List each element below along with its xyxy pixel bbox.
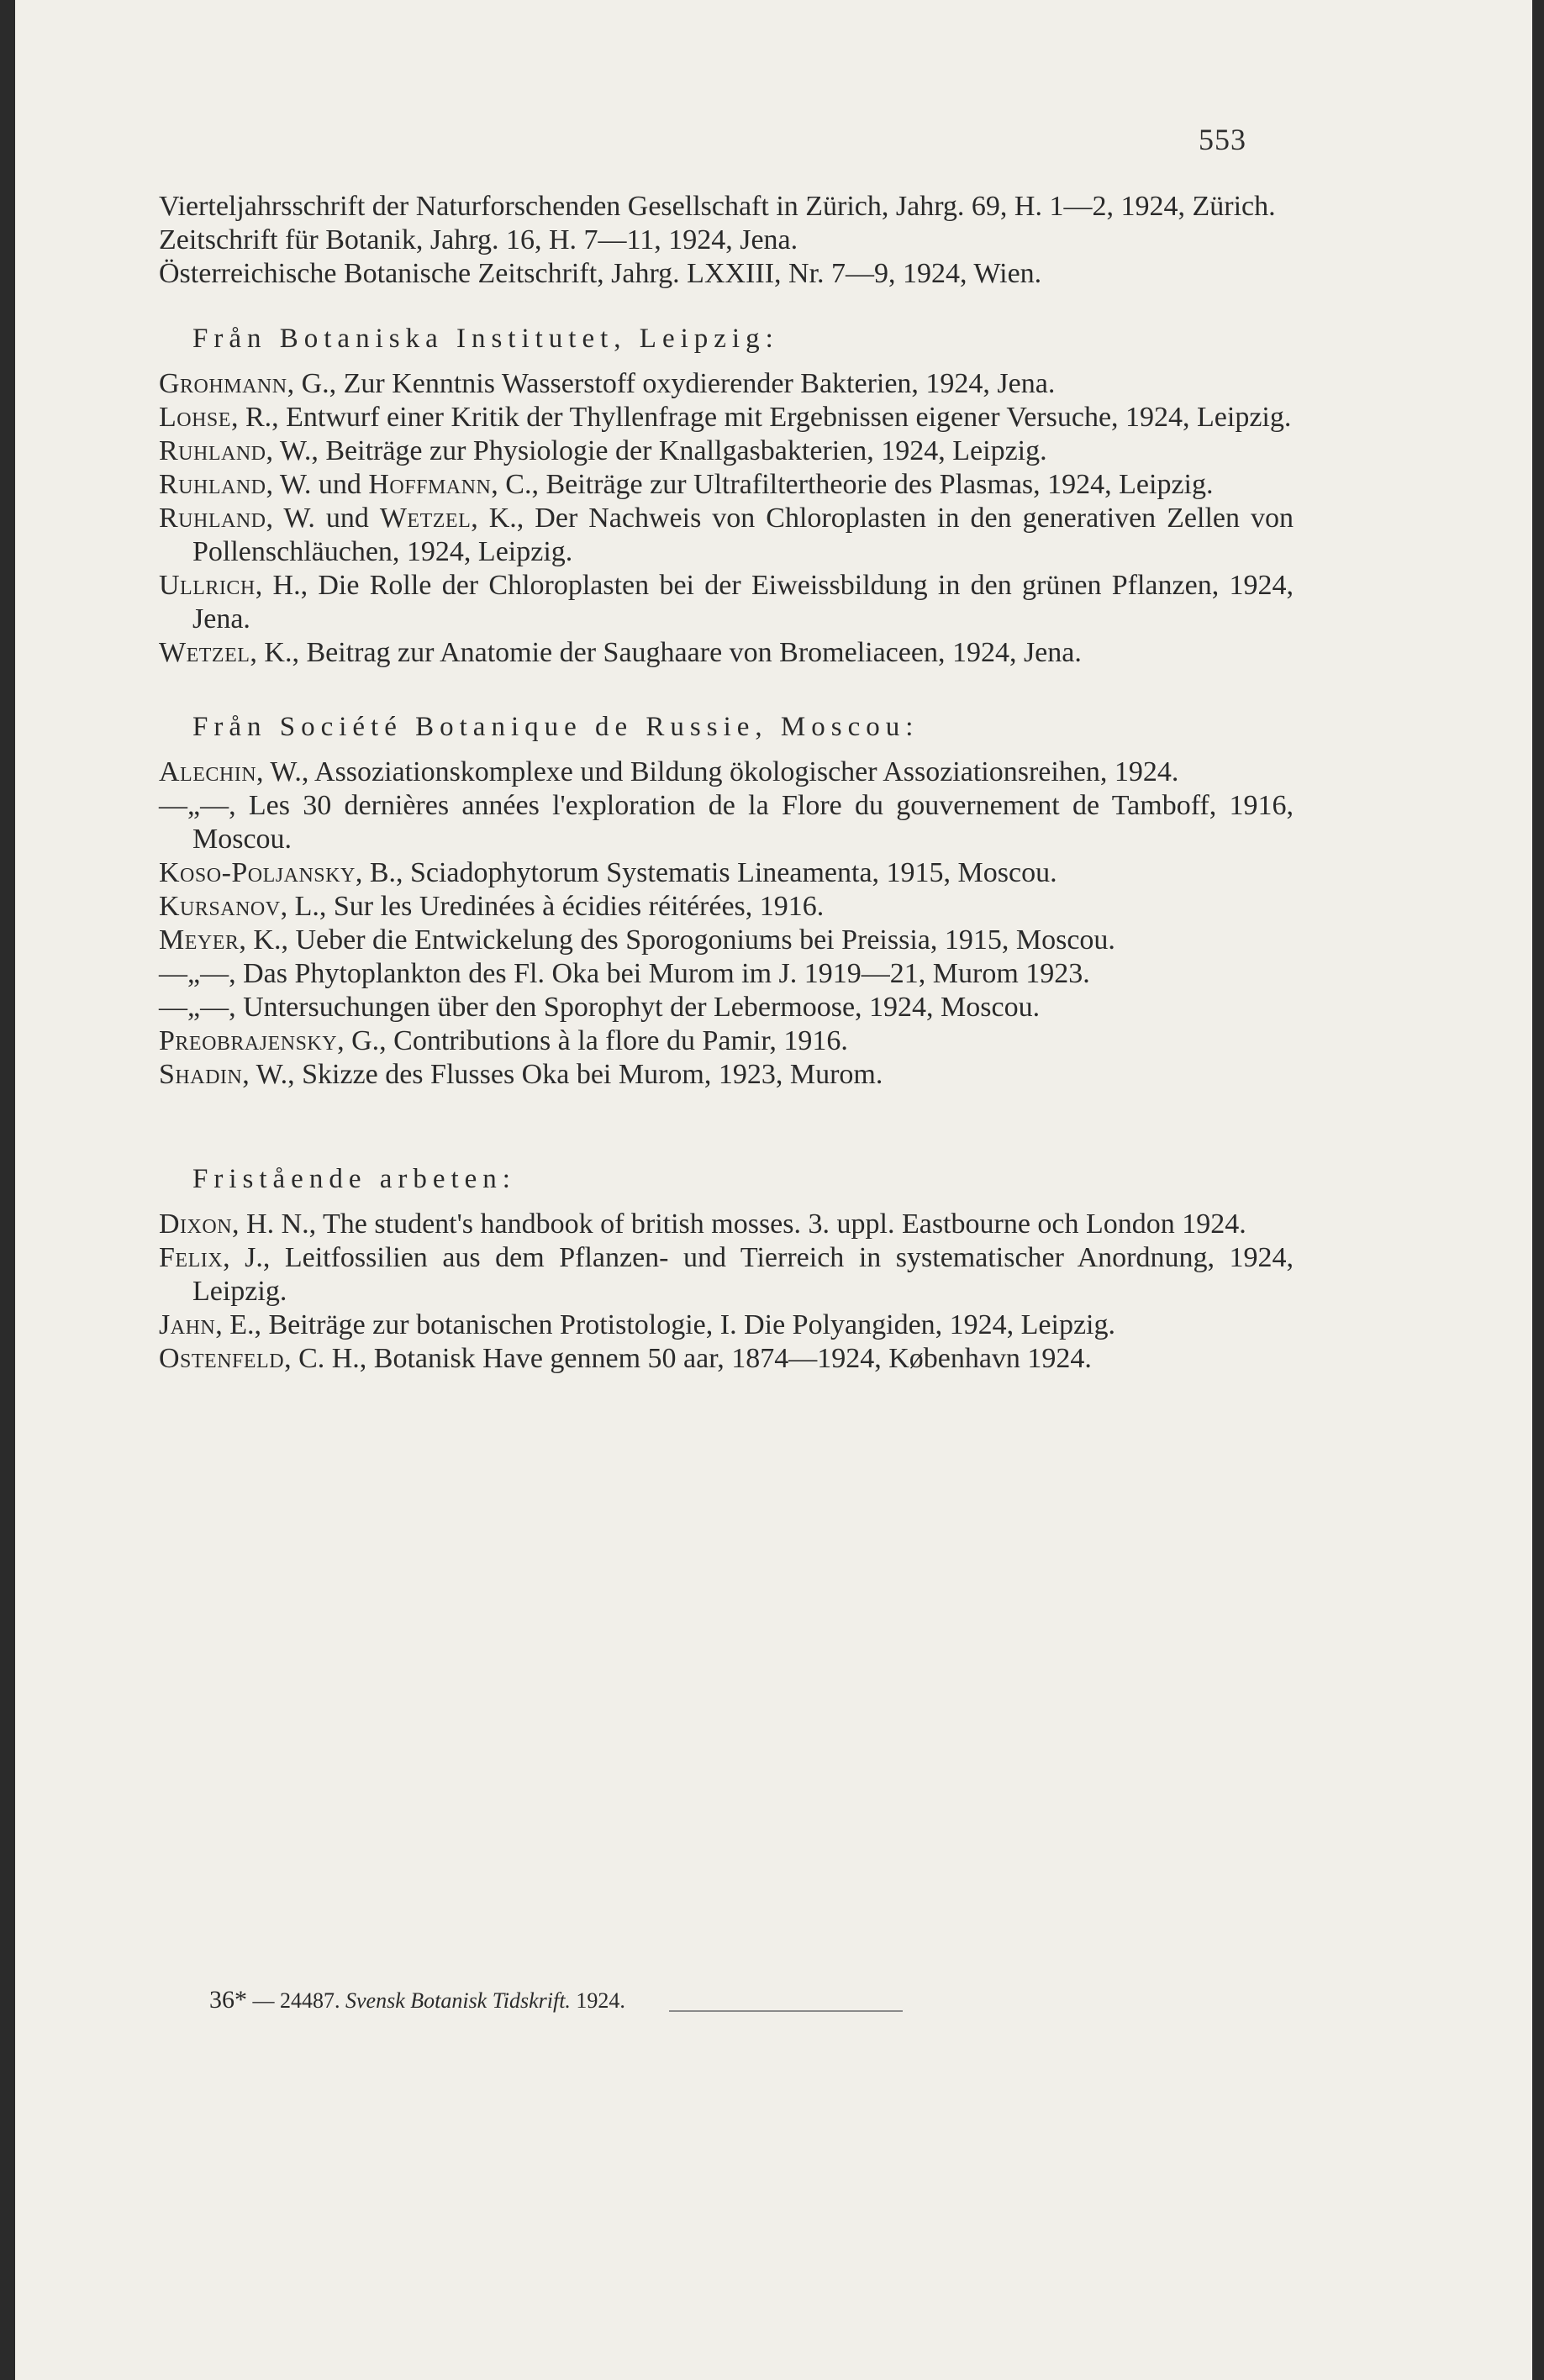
entry-text: , E., Beiträge zur botanischen Protistologie, I. Die Polyangiden, 1924, Leipzig.	[215, 1309, 1116, 1340]
entry-text: , W., Skizze des Flusses Oka bei Murom, 1923, Murom.	[242, 1059, 883, 1090]
section-heading: Från Société Botanique de Russie, Moscou:	[192, 712, 920, 742]
entry-coauthor: Wetzel	[379, 503, 472, 534]
entry-author: Felix	[159, 1242, 224, 1273]
entry-author: Alechin	[159, 756, 257, 787]
bibliography-entry	[159, 789, 1294, 856]
page-number: 553	[1199, 123, 1246, 156]
bibliography-entry	[159, 1058, 1294, 1092]
page-content	[159, 190, 1294, 1376]
bibliography-entry	[159, 1208, 1294, 1241]
entry-text: —„—, Untersuchungen über den Sporophyt der Lebermoose, 1924, Moscou.	[159, 992, 1041, 1023]
bibliography-entry	[159, 991, 1294, 1024]
entry-text: , J., Leitfossilien aus dem Pflanzen- und Tierreich in systematischer Anordnung, 1924, Leipzig.	[192, 1242, 1294, 1307]
bibliography-entry	[159, 401, 1294, 434]
journal-entry: Zeitschrift für Botanik, Jahrg. 16, H. 7—11, 1924, Jena.	[159, 224, 798, 255]
entry-text: , H. N., The student's handbook of british mosses. 3. uppl. Eastbourne och London 1924.	[232, 1208, 1246, 1240]
footer-year: 1924.	[576, 1988, 625, 2013]
page-footer	[209, 1986, 625, 2014]
section-heading: Fristående arbeten:	[192, 1164, 516, 1194]
entry-author: Ruhland	[159, 503, 266, 534]
bibliography-entry	[159, 1308, 1294, 1342]
entry-author: Koso-Poljansky	[159, 857, 356, 888]
bibliography-entry	[159, 924, 1294, 957]
bibliography-entry	[159, 756, 1294, 789]
entry-author: Jahn	[159, 1309, 216, 1340]
entry-text: , B., Sciadophytorum Systematis Lineamenta, 1915, Moscou.	[355, 857, 1057, 888]
entry-conjunction: , W. und	[266, 469, 369, 500]
entry-author: Ruhland	[159, 435, 266, 466]
entry-text: , W., Assoziationskomplexe und Bildung ökologischer Assoziationsreihen, 1924.	[256, 756, 1179, 787]
entry-author: Grohmann	[159, 368, 287, 399]
entry-text: , C., Beiträge zur Ultrafiltertheorie des Plasmas, 1924, Leipzig.	[491, 469, 1214, 500]
journal-entry: Österreichische Botanische Zeitschrift, Jahrg. LXXIII, Nr. 7—9, 1924, Wien.	[159, 258, 1042, 289]
entry-author: Ostenfeld	[159, 1343, 285, 1374]
entry-author: Meyer	[159, 924, 240, 956]
entry-author: Ullrich	[159, 570, 256, 601]
bibliography-entry	[159, 856, 1294, 890]
journal-entry: Vierteljahrsschrift der Naturforschenden Gesellschaft in Zürich, Jahrg. 69, H. 1—2, 1924, Zürich.	[159, 191, 1276, 222]
bibliography-entry	[159, 1342, 1294, 1376]
entry-text: , G., Contributions à la flore du Pamir, 1916.	[337, 1025, 848, 1056]
divider-rule	[669, 2010, 903, 2012]
entry-coauthor: Hoffmann	[368, 469, 492, 500]
bibliography-entry	[159, 1241, 1294, 1308]
entry-text: , R., Entwurf einer Kritik der Thyllenfrage mit Ergebnissen eigener Versuche, 1924, Leipzig.	[230, 402, 1292, 433]
entry-text: —„—, Les 30 dernières années l'exploration de la Flore du gouvernement de Tamboff, 1916, Moscou.	[159, 790, 1294, 855]
bibliography-entry	[159, 367, 1294, 401]
entry-text: —„—, Das Phytoplankton des Fl. Oka bei Murom im J. 1919—21, Murom 1923.	[159, 958, 1090, 989]
entry-author: Shadin	[159, 1059, 243, 1090]
section-moscou	[159, 710, 1294, 1092]
section-leipzig	[159, 322, 1294, 670]
entry-author: Ruhland	[159, 469, 266, 500]
entry-text: , L., Sur les Uredinées à écidies réitérées, 1916.	[280, 891, 825, 922]
entry-text: , K., Der Nachweis von Chloroplasten in den generativen Zellen von Pollenschläuchen, 1924, Leipzig.	[192, 503, 1294, 567]
entry-text: , G., Zur Kenntnis Wasserstoff oxydierender Bakterien, 1924, Jena.	[287, 368, 1056, 399]
bibliography-entry	[159, 468, 1294, 502]
entry-text: , C. H., Botanisk Have gennem 50 aar, 1874—1924, København 1924.	[284, 1343, 1092, 1374]
entry-text: , K., Ueber die Entwickelung des Sporogoniums bei Preissia, 1915, Moscou.	[239, 924, 1115, 956]
entry-author: Preobrajensky	[159, 1025, 338, 1056]
footer-signature: 36*	[209, 1986, 247, 2014]
scanned-page	[15, 0, 1532, 2380]
bibliography-entry	[159, 957, 1294, 991]
bibliography-entry	[159, 890, 1294, 924]
entry-author: Wetzel	[159, 637, 250, 668]
bibliography-entry	[159, 1024, 1294, 1058]
bibliography-entry	[159, 502, 1294, 569]
section-heading: Från Botaniska Institutet, Leipzig:	[192, 324, 779, 354]
entry-text: , H., Die Rolle der Chloroplasten bei der Eiweissbildung in den grünen Pflanzen, 1924, Jena.	[192, 570, 1294, 634]
bibliography-entry	[159, 636, 1294, 670]
footer-number: — 24487.	[252, 1988, 340, 2013]
section-fristaende	[159, 1162, 1294, 1376]
entry-author: Lohse	[159, 402, 231, 433]
entry-conjunction: , W. und	[266, 503, 380, 534]
journal-list	[159, 190, 1294, 291]
bibliography-entry	[159, 434, 1294, 468]
entry-text: , K., Beitrag zur Anatomie der Saughaare von Bromeliaceen, 1924, Jena.	[250, 637, 1082, 668]
footer-journal: Svensk Botanisk Tidskrift.	[345, 1988, 571, 2013]
bibliography-entry	[159, 569, 1294, 636]
entry-author: Kursanov	[159, 891, 281, 922]
entry-author: Dixon	[159, 1208, 233, 1240]
entry-text: , W., Beiträge zur Physiologie der Knallgasbakterien, 1924, Leipzig.	[266, 435, 1047, 466]
